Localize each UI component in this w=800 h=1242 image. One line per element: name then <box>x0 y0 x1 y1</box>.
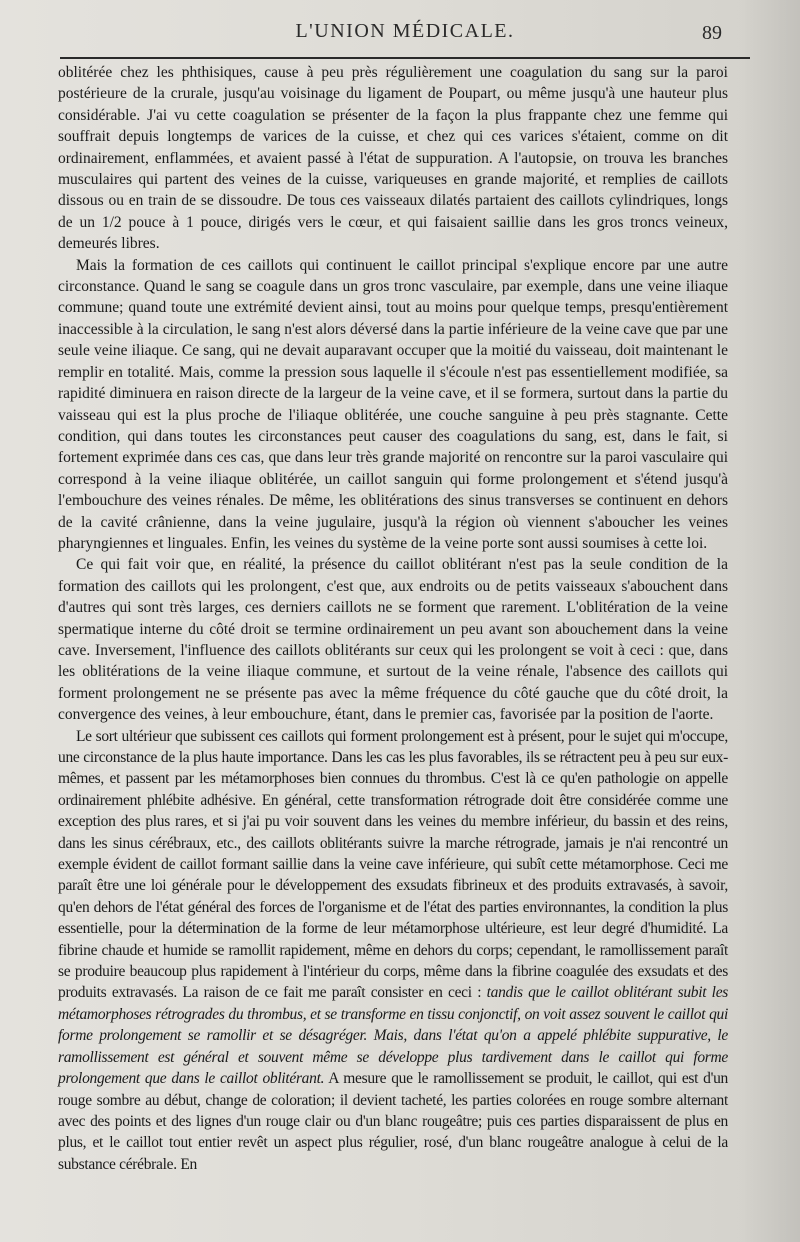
header-rule <box>60 57 750 59</box>
paragraph-1: oblitérée chez les phthisiques, cause à peu près régulièrement une coagulation du sang sur la paroi postérieure de la crurale, jusqu'au voisinage du ligament de Poupart, ou même jusqu'à une hauteur plus considérable. J'ai vu cette coagulation se présenter de la façon la plus frappante chez une femme qui souffrait depuis longtemps de varices de la cuisse, et chez qui ces varices s'étaient, comme on dit ordinairement, enflammées, et avaient passé à l'état de suppuration. A l'autopsie, on trouva les branches musculaires qui partent des veines de la cuisse, variqueuses en grande majorité, et remplies de caillots dissous ou en train de se dissoudre. De tous ces vaisseaux dilatés partaient des caillots cylindriques, longs de un 1/2 pouce à 1 pouce, dirigés vers le cœur, et qui faisaient saillie dans les gros troncs veineux, demeurés libres. <box>58 64 728 253</box>
page-header <box>60 20 750 54</box>
paragraph-2: Mais la formation de ces caillots qui continuent le caillot principal s'explique encore par une autre circonstance. Quand le sang se coagule dans un gros tronc vasculaire, par exemple, dans une veine iliaque commune; quand toute une extrémité devient ainsi, tout au moins pour quelque temps, presqu'entièrement inaccessible à la circulation, le sang n'est alors déversé dans la partie inférieure de la veine cave que par une seule veine iliaque. Ce sang, qui ne devait auparavant occuper que la moitié du vaisseau, doit maintenant le remplir en totalité. Mais, comme la pression sous laquelle il s'écoule n'est pas essentiellement modifiée, sa rapidité diminuera en raison directe de la largeur de la veine cave, et il se formera, surtout dans la partie du vaisseau qui est la plus proche de l'iliaque oblitérée, une couche sanguine à peu près stagnante. Cette condition, qui dans toutes les circonstances peut causer des coagulations du sang, est, dans le fait, si fortement exprimée dans ces cas, que dans leur très grande majorité on rencontre sur la paroi vasculaire qui correspond à la veine iliaque oblitérée, un caillot sanguin qui forme prolongement et s'étend jusqu'à l'embouchure des veines rénales. De même, les oblitérations des sinus transverses se continuent en dehors de la cavité crânienne, dans la veine jugulaire, jusqu'à la région où viennent s'aboucher les veines pharyngiennes et linguales. Enfin, les veines du système de la veine porte sont aussi soumises à cette loi. <box>58 256 728 552</box>
page-edge-shadow <box>740 0 800 1242</box>
paragraph-4 <box>58 726 728 1176</box>
paragraph-4-tail: A mesure que le ramollissement se produit, le caillot, qui est d'un rouge sombre au début, change de coloration; il devient tacheté, les parties colorées en rouge sombre alternant avec des points et des lignes d'un rouge clair ou d'un blanc rougeâtre; puis ces parties disparaissent de plus en plus, et le caillot tout entier revêt un aspect plus régulier, rosé, d'un blanc rougeâtre analogue à celui de la substance cérébrale. En <box>58 1070 728 1173</box>
running-title: L'UNION MÉDICALE. <box>295 20 515 42</box>
paragraph-4-italic: tandis que le caillot oblitérant subit les métamorphoses rétrogrades du thrombus, et se transforme en tissu conjonctif, on voit assez souvent le caillot qui forme prolongement se ramollir et se désagréger. Mais, dans l'état qu'on a appelé phlébite suppurative, le ramollissement est général et souvent même se développe plus tardivement dans le caillot qui forme prolongement que dans le caillot oblitérant. <box>58 984 729 1088</box>
article-body <box>58 62 728 1175</box>
page-number: 89 <box>702 22 722 44</box>
paragraph-3: Ce qui fait voir que, en réalité, la présence du caillot oblitérant n'est pas la seule condition de la formation des caillots qui les prolongent, c'est que, aux endroits ou de petits vaisseaux s'abouchent dans d'autres qui sont très larges, ces derniers caillots ne se forment que rarement. L'oblitération de la veine spermatique interne du côté droit se termine ordinairement un peu avant son abouchement dans la veine cave. Inversement, l'influence des caillots oblitérants sur ceux qui les prolongent se voit à ceci : que, dans les oblitérations de la veine iliaque commune, et surtout de la veine rénale, l'absence des caillots qui forment prolongement ne se présente pas avec la même fréquence du côté gauche que du côté droit, la convergence des veines, à leur embouchure, étant, dans le premier cas, favorisée par la position de l'aorte. <box>58 556 728 724</box>
paragraph-4-text: Le sort ultérieur que subissent ces caillots qui forment prolongement est à présent, pour le sujet qui m'occupe, une circonstance de la plus haute importance. Dans les cas les plus favorables, ils se rétractent peu à peu sur eux-mêmes, et passent par les métamorphoses bien connues du thrombus. C'est là ce qu'en pathologie on appelle ordinairement phlébite adhésive. En général, cette transformation rétrograde doit être considérée comme une exception des plus rares, et si j'ai pu voir souvent dans les veines du membre inférieur, du bassin et des reins, dans les sinus cérébraux, etc., des caillots oblitérants suivre la marche rétrograde, jamais je n'ai rencontré un exemple évident de caillot formant saillie dans la veine cave inférieure, qui subît cette métamorphose. Ceci me paraît être une loi générale pour le développement des exsudats fibrineux et des produits extravasés, à savoir, qu'en dehors de l'état général des forces de l'organisme et de l'état des parties environnantes, la condition la plus essentielle, pour la détermination de la forme de leur métamorphose ultérieure, est leur degré d'humidité. La fibrine chaude et humide se ramollit rapidement, même en dehors du corps; cependant, le ramollissement paraît se produire beaucoup plus rapidement à l'intérieur du corps, même dans la fibrine coagulée des exsudats et des produits extravasés. La raison de ce fait me paraît consister en ceci : <box>58 727 728 1002</box>
